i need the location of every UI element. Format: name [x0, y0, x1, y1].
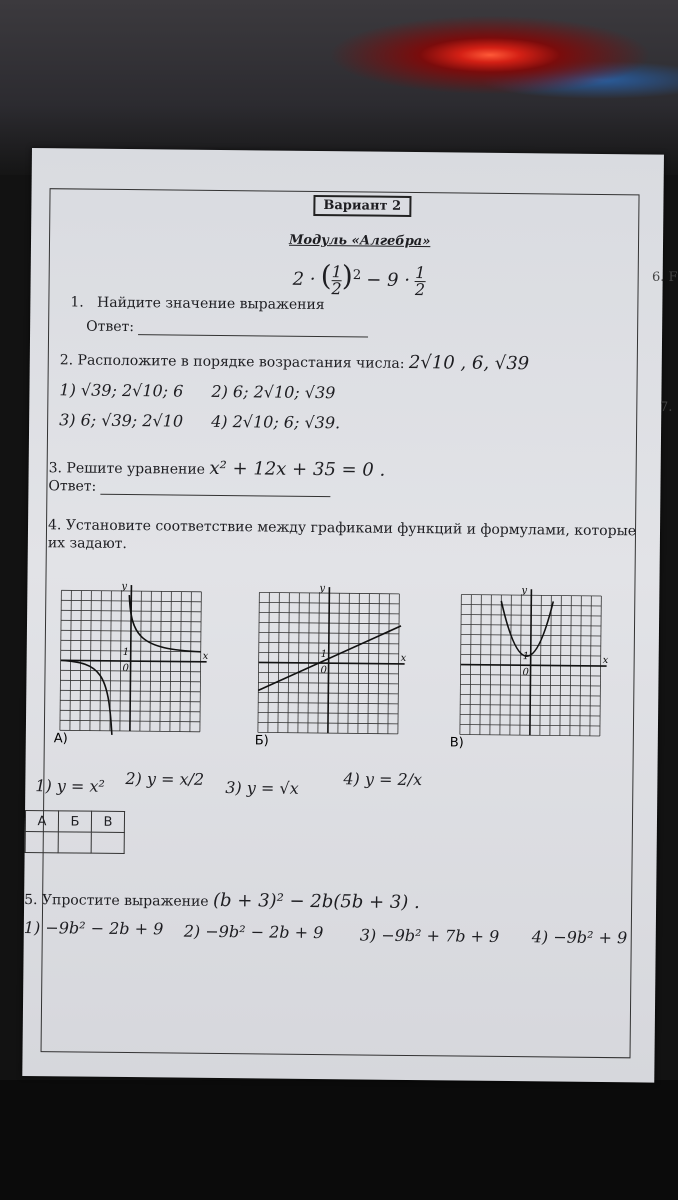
q5-option-3[interactable]: 3) −9b² + 7b + 9	[359, 925, 500, 946]
gB-x-label: x	[400, 652, 407, 664]
q3-text: 3. Решите уравнение	[48, 460, 206, 478]
q1-power: 2	[352, 268, 362, 284]
gC-tick-one: 1	[522, 651, 530, 663]
graph-c-parabola	[501, 601, 554, 657]
formula-3: 3) y = √x	[225, 778, 299, 798]
q2-option-4[interactable]: 4) 2√10; 6; √39.	[211, 411, 341, 433]
q4-answer-table	[25, 810, 125, 854]
graph-a-curve-left	[60, 660, 113, 735]
q4-prompt: 4. Установите соответствие между графиками функций и формулами, которые их задают.	[47, 517, 637, 553]
q1-fraction: $\frac{1}{2}$	[331, 262, 342, 299]
q2-numbers: 2√10 , 6, √39	[408, 351, 530, 375]
q5-prompt	[24, 888, 420, 913]
gC-x-axis	[461, 665, 607, 667]
table-cell-c[interactable]	[91, 832, 124, 853]
table-header-b: Б	[58, 811, 91, 832]
q1-answer	[86, 319, 368, 338]
side-margin-7: 7.	[660, 400, 673, 415]
q5-text: 5. Упростите выражение	[24, 891, 209, 910]
q2-option-2[interactable]: 2) 6; 2√10; √39	[211, 381, 336, 403]
gB-tick-one: 1	[320, 649, 328, 661]
q5-option-1[interactable]: 1) −9b² − 2b + 9	[23, 917, 164, 939]
q2-text: 2. Расположите в порядке возрастания числа:	[59, 352, 405, 372]
graph-b	[255, 582, 408, 750]
gB-y-axis	[328, 587, 330, 733]
table-cell-a[interactable]	[25, 831, 58, 852]
q1-minus: − 9 ·	[366, 269, 411, 291]
formula-1: 1) y = x²	[35, 776, 105, 796]
gA-x-axis	[61, 660, 207, 662]
formula-4: 4) y = 2/x	[343, 769, 423, 790]
gA-tick-zero: 0	[122, 662, 129, 675]
table-header-c: В	[91, 811, 124, 832]
q1-answer-field[interactable]	[138, 320, 368, 337]
q3-answer-field[interactable]	[101, 480, 331, 497]
gA-x-label: x	[202, 650, 209, 662]
variant-title: Вариант 2	[313, 195, 411, 217]
gC-y-label: y	[521, 585, 528, 597]
q1-expr-left: 2 ·	[292, 268, 316, 290]
gB-y-label: y	[319, 583, 326, 595]
background-table	[0, 1080, 678, 1200]
q1-answer-label: Ответ:	[86, 318, 135, 336]
gB-tick-zero: 0	[320, 665, 327, 677]
q3-answer-label: Ответ:	[48, 478, 97, 495]
side-margin-6: 6. F	[652, 270, 678, 285]
q1-expression: 2 · ( $\frac{1}{2}$ )$^2$ − 9 · $\frac{1}{2}$	[292, 259, 426, 300]
graph-c-label: В)	[449, 735, 464, 751]
graph-b-label: Б)	[254, 733, 269, 749]
table-cell-b[interactable]	[58, 832, 91, 853]
worksheet-page	[22, 148, 664, 1083]
q1-fraction-2: $\frac{1}{2}$	[414, 263, 426, 300]
q2-option-3[interactable]: 3) 6; √39; 2√10	[59, 410, 184, 431]
q2-option-1[interactable]: 1) √39; 2√10; 6	[59, 380, 184, 401]
gA-y-label: y	[121, 580, 128, 593]
q1-number: 1.	[70, 294, 84, 311]
q1-text	[70, 294, 324, 313]
module-title: Модуль «Алгебра»	[288, 232, 431, 250]
q5-option-4[interactable]: 4) −9b² + 9	[531, 927, 628, 948]
q5-expression: (b + 3)² − 2b(5b + 3) .	[212, 889, 420, 914]
formula-2: 2) y = x/2	[125, 769, 205, 789]
q3-answer	[48, 478, 330, 497]
graph-a	[54, 580, 210, 748]
gC-y-axis	[530, 589, 532, 735]
gC-tick-zero: 0	[522, 667, 529, 679]
gB-x-axis	[259, 662, 405, 664]
q3-prompt	[49, 456, 386, 481]
q4-graphs	[50, 576, 632, 752]
graph-a-label: А)	[53, 731, 68, 747]
table-header-a: А	[25, 810, 58, 831]
graph-c	[450, 584, 610, 752]
q3-equation: x² + 12x + 35 = 0 .	[209, 457, 386, 481]
gA-tick-one: 1	[122, 646, 130, 659]
q1-prompt: Найдите значение выражения	[97, 294, 325, 314]
q5-option-2[interactable]: 2) −9b² − 2b + 9	[183, 921, 324, 943]
gC-x-label: x	[602, 655, 609, 667]
